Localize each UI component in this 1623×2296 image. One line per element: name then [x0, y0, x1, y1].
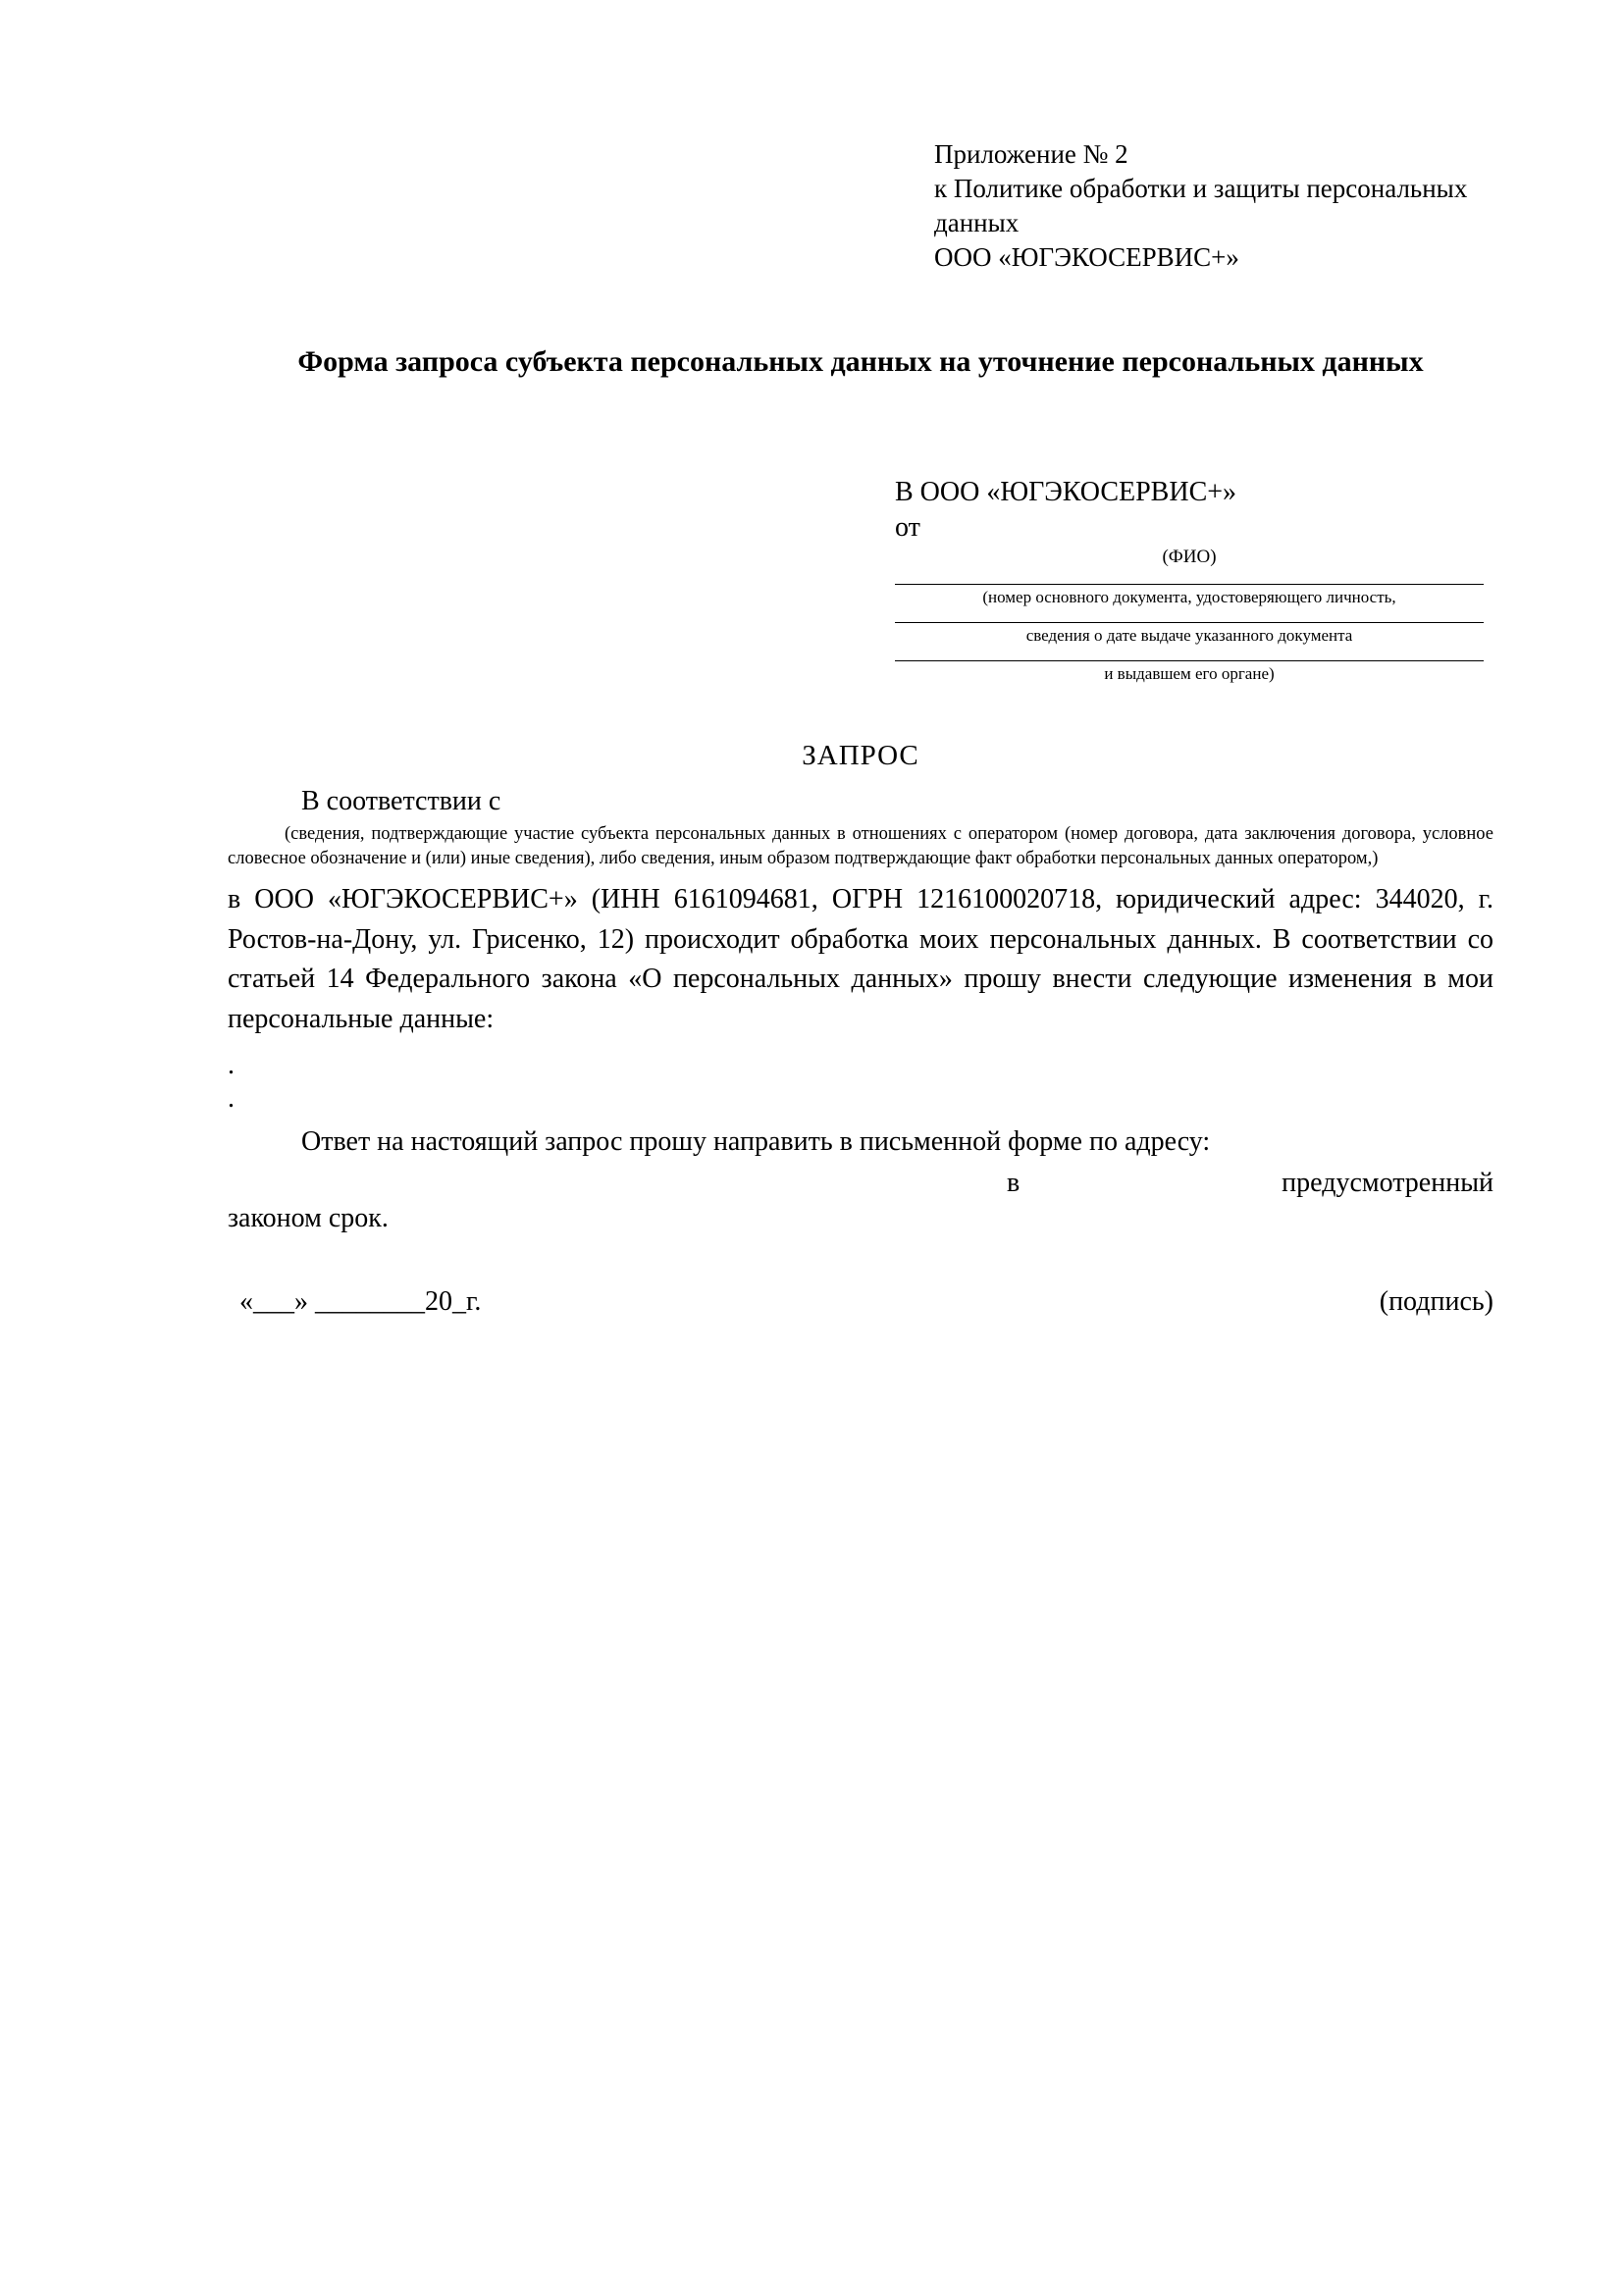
page-title: Форма запроса субъекта персональных данных на уточнение персональных данных [297, 345, 1424, 379]
fineprint-text: (сведения, подтверждающие участие субъекта персональных данных в отношениях с оператором (номер договора, дата заключения договора, условное словесное обозначение и (или) иные сведения), либо сведения, иным образом подтверждающие факт обработки персональных данных оператором,) [228, 824, 1493, 868]
document-content [228, 137, 1493, 1318]
addressee-from-row [895, 512, 1484, 544]
appendix-company: ООО «ЮГЭКОСЕРВИС+» [934, 242, 1239, 273]
date-field[interactable]: «___» ________20_г. [239, 1285, 482, 1317]
doc-number-input-line[interactable] [895, 584, 1484, 585]
request-body: в ООО «ЮГЭКОСЕРВИС+» (ИНН 6161094681, ОГРН 1216100020718, юридический адрес: 344020, г. Ростов-на-Дону, ул. Грисенко, 12) происходит обработка моих персональных данных. В соответствии со статьей 14 Федерального закона «О персональных данных» прошу внести следующие изменения в мои персональные данные: [228, 884, 1493, 1034]
caption-doc-date: сведения о дате выдаче указанного документа [1025, 626, 1353, 646]
caption-doc-organ: и выдавшем его органе) [1104, 664, 1275, 684]
request-heading: ЗАПРОС [802, 740, 919, 772]
doc-date-input-line[interactable] [895, 622, 1484, 623]
answer-tail-line2: законом срок. [228, 1203, 389, 1234]
appendix-reference [934, 137, 1493, 275]
addressee-block [895, 473, 1484, 686]
blank-line-1[interactable]: . [228, 1049, 235, 1080]
answer-address-row [228, 1168, 1493, 1199]
signature-row [228, 1286, 1493, 1318]
doc-organ-input-line[interactable] [895, 660, 1484, 661]
answer-mid-word: в [1007, 1168, 1021, 1199]
signature-caption: (подпись) [1379, 1285, 1493, 1317]
blank-line-2[interactable]: . [228, 1082, 235, 1114]
addressee-to: В ООО «ЮГЭКОСЕРВИС+» [895, 476, 1237, 507]
appendix-number: Приложение № 2 [934, 139, 1128, 169]
blank-lines[interactable] [228, 1046, 1493, 1113]
answer-instruction: Ответ на настоящий запрос прошу направить в письменной форме по адресу: [301, 1125, 1211, 1157]
caption-fio: (ФИО) [1162, 547, 1217, 568]
caption-doc-number: (номер основного документа, удостоверяющего личность, [982, 588, 1396, 607]
in-accordance-label: В соответствии с [301, 786, 501, 817]
in-accordance-row [228, 786, 1493, 817]
signature-block [944, 1286, 1493, 1318]
answer-tail-word: предусмотренный [1282, 1168, 1493, 1199]
fineprint-note [228, 822, 1493, 870]
appendix-policy: к Политике обработки и защиты персональных данных [934, 174, 1468, 238]
addressee-from-label: от [895, 512, 920, 544]
